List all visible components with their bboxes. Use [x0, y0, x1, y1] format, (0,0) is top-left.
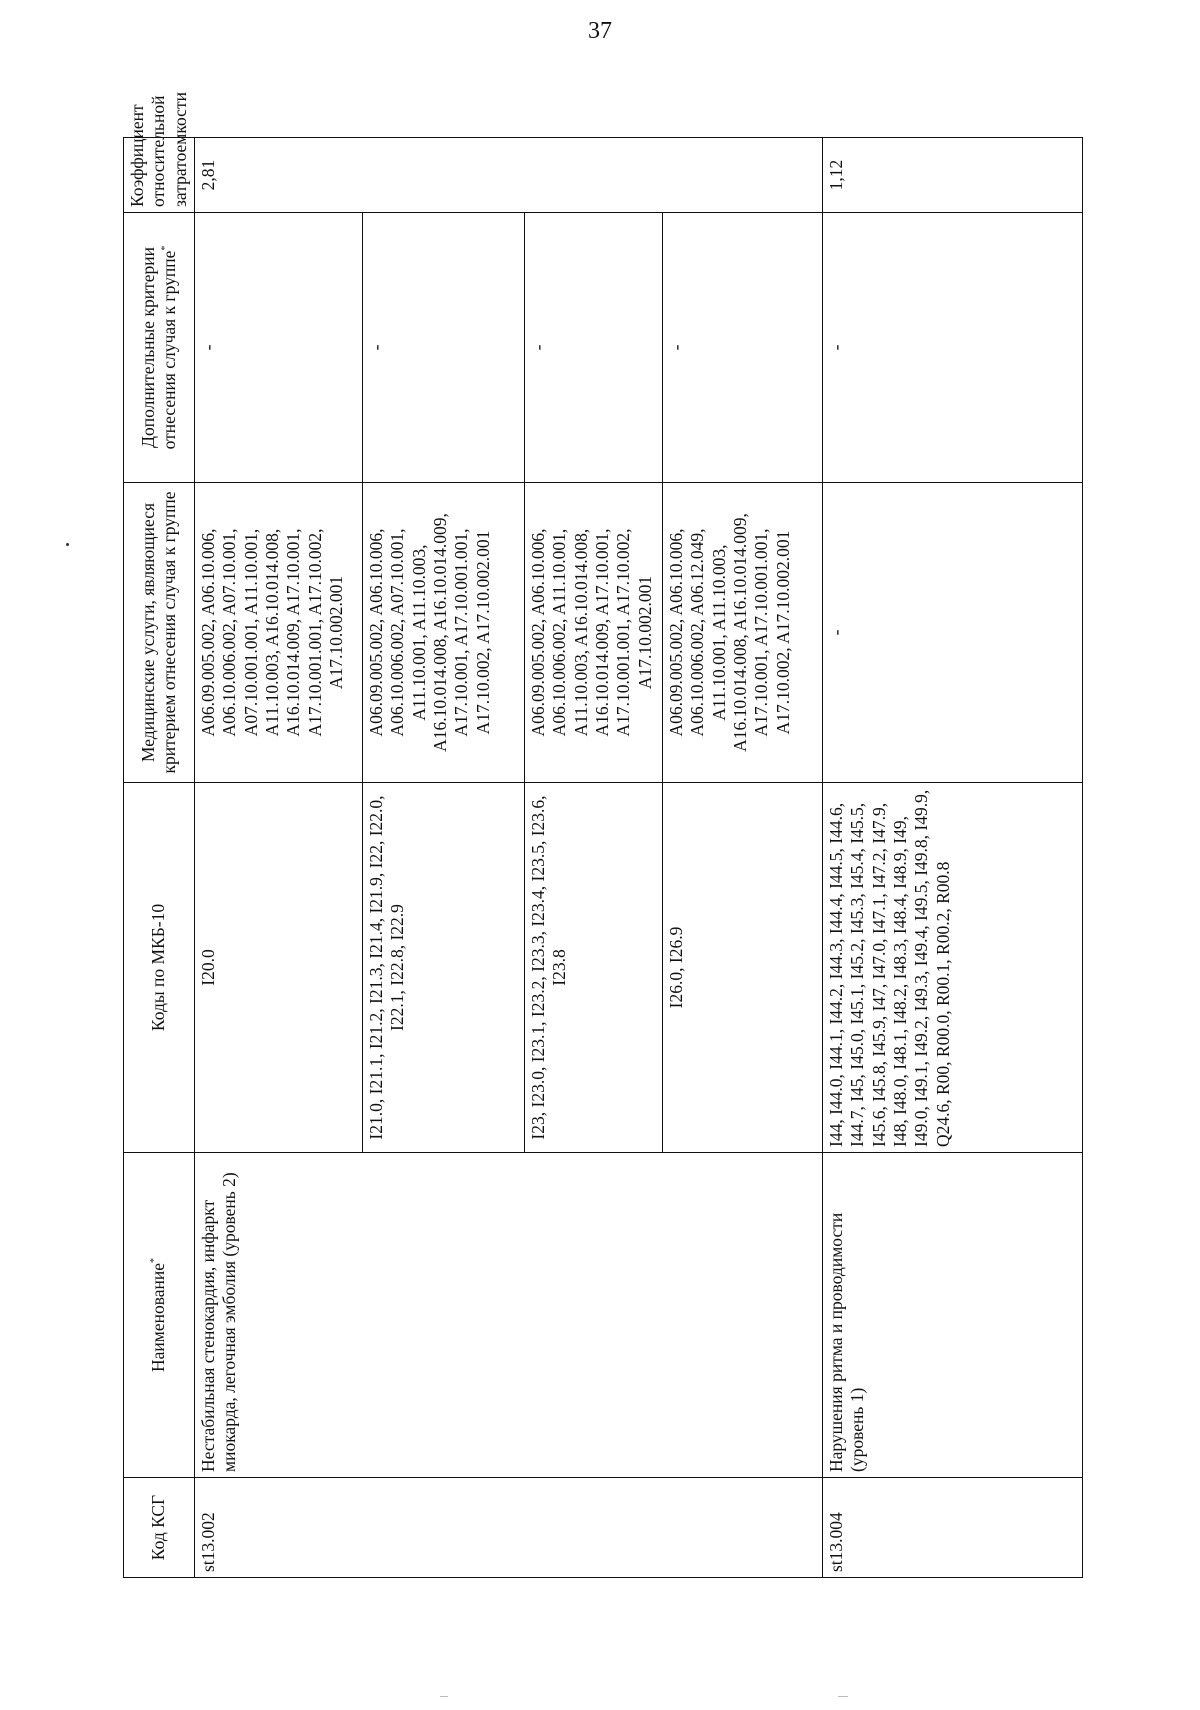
- page-number: 37: [588, 18, 612, 44]
- header-icd: Коды по МКБ-10: [124, 783, 195, 1153]
- table-row: [823, 138, 1083, 1578]
- medical-services: A06.09.005.002, A06.10.006, A06.10.006.002, A07.10.001, A07.10.001.001, A11.10.001, A11.10.003, A16.10.014.008, A16.10.014.009, A17.10.001, A17.10.001.001, A17.10.002, A17.10.002.001: [195, 483, 363, 783]
- icd-codes: I21.0, I21.1, I21.2, I21.3, I21.4, I21.9, I22, I22.0, I22.1, I22.8, I22.9: [363, 783, 525, 1153]
- scan-mark: [838, 1696, 848, 1697]
- coefficient: 1,12: [823, 138, 1083, 213]
- header-name: Наименование*: [124, 1153, 195, 1478]
- ksg-table: [123, 92, 1083, 1578]
- additional-criteria: -: [195, 213, 363, 483]
- ksg-code: st13.002: [195, 1478, 823, 1578]
- additional-criteria: -: [525, 213, 663, 483]
- header-coefficient: Коэффициент относительной затратоемкости: [124, 138, 195, 213]
- header-code: Код КСГ: [124, 1478, 195, 1578]
- additional-criteria: -: [823, 213, 1083, 483]
- medical-services: A06.09.005.002, A06.10.006, A06.10.006.002, A11.10.001, A11.10.003, A16.10.014.008, A16.10.014.009, A17.10.001, A17.10.001.001, A17.10.002, A17.10.002.001: [525, 483, 663, 783]
- header-services: Медицинские услуги, являющиеся критерием отнесения случая к группе: [124, 483, 195, 783]
- icd-codes: I26.0, I26.9: [663, 783, 823, 1153]
- ksg-name: Нарушения ритма и проводимости (уровень 1): [823, 1153, 1083, 1478]
- medical-services: A06.09.005.002, A06.10.006, A06.10.006.002, A07.10.001, A11.10.001, A11.10.003, A16.10.014.008, A16.10.014.009, A17.10.001, A17.10.001.001, A17.10.002, A17.10.002.001: [363, 483, 525, 783]
- medical-services: -: [823, 483, 1083, 783]
- icd-codes: I23, I23.0, I23.1, I23.2, I23.3, I23.4, I23.5, I23.6, I23.8: [525, 783, 663, 1153]
- scan-dot: [66, 543, 69, 546]
- icd-codes: I44, I44.0, I44.1, I44.2, I44.3, I44.4, I44.5, I44.6, I44.7, I45, I45.0, I45.1, I45.2, I45.3, I45.4, I45.5, I45.6, I45.8, I45.9, I47, I47.0, I47.1, I47.2, I47.9, I48, I48.0, I48.1, I48.2, I48.3, I48.4, I48.9, I49, I49.0, I49.1, I49.2, I49.3, I49.4, I49.5, I49.8, I49.9, Q24.6, R00, R00.0, R00.1, R00.2, R00.8: [823, 783, 1083, 1153]
- additional-criteria: -: [663, 213, 823, 483]
- coefficient: 2,81: [195, 138, 823, 213]
- table-row: [195, 138, 363, 1578]
- header-row: [124, 138, 195, 1578]
- additional-criteria: -: [363, 213, 525, 483]
- ksg-code: st13.004: [823, 1478, 1083, 1578]
- medical-services: A06.09.005.002, A06.10.006, A06.10.006.002, A06.12.049, A11.10.001, A11.10.003, A16.10.014.008, A16.10.014.009, A17.10.001, A17.10.001.001, A17.10.002, A17.10.002.001: [663, 483, 823, 783]
- ksg-name: Нестабильная стенокардия, инфаркт миокарда, легочная эмболия (уровень 2): [195, 1153, 823, 1478]
- rotated-table-wrapper: [123, 92, 1078, 1578]
- icd-codes: I20.0: [195, 783, 363, 1153]
- header-criteria: Дополнительные критерии отнесения случая к группе*: [124, 213, 195, 483]
- scan-mark: [440, 1696, 448, 1697]
